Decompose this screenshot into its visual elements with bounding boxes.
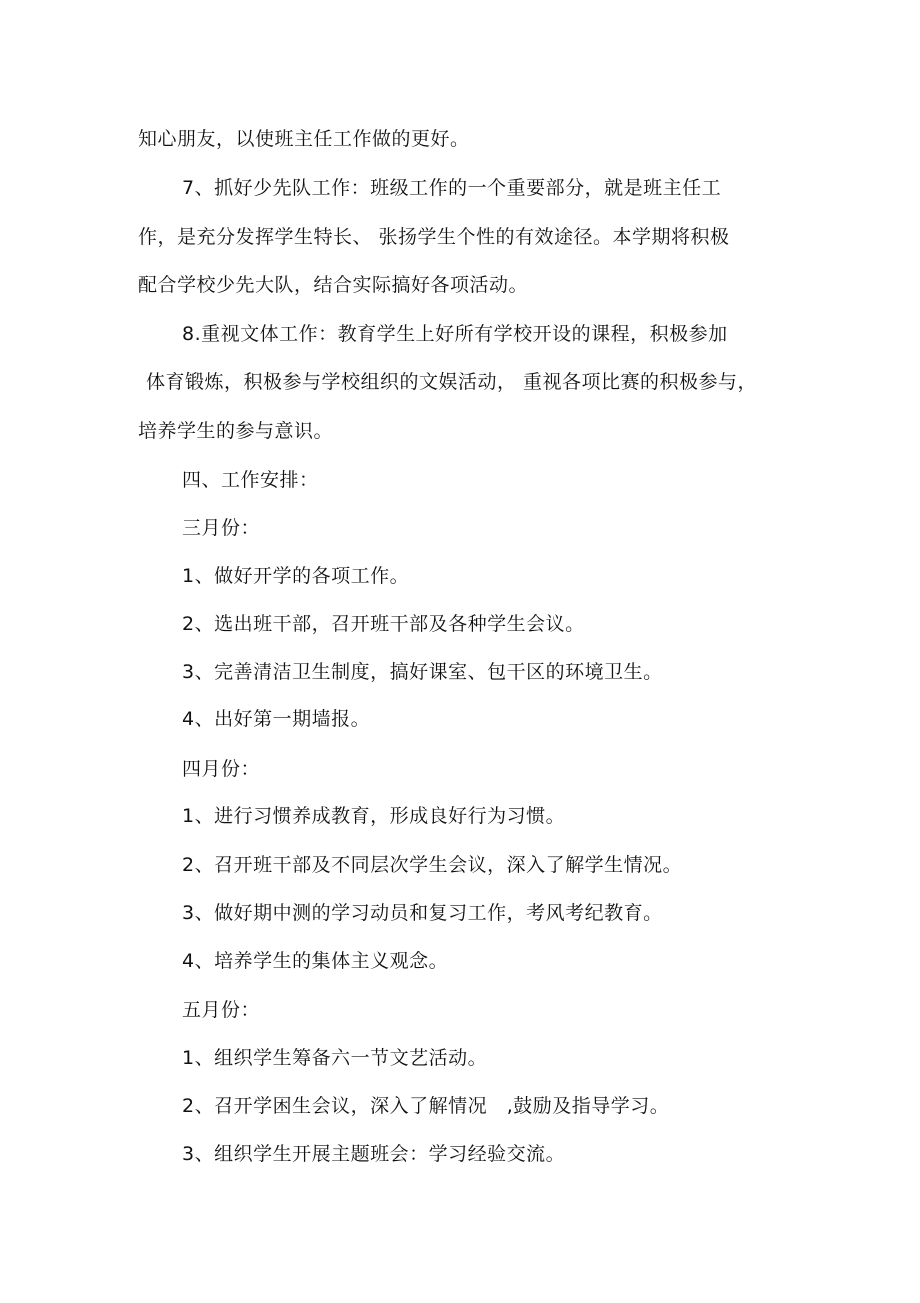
list-item: 1、做好开学的各项工作。 bbox=[182, 565, 410, 587]
list-item: 1、进行习惯养成教育，形成良好行为习惯。 bbox=[182, 805, 566, 827]
list-item: 4、出好第一期墙报。 bbox=[182, 708, 371, 730]
list-item: 2、召开学困生会议，深入了解情况 ,鼓励及指导学习。 bbox=[182, 1095, 670, 1117]
month-heading: 四月份： bbox=[182, 758, 261, 780]
paragraph-line: 作，是充分发挥学生特长、 张扬学生个性的有效途径。本学期将积极 bbox=[138, 226, 730, 248]
paragraph-line: 体育锻炼，积极参与学校组织的文娱活动， 重视各项比赛的积极参与， bbox=[146, 371, 758, 393]
list-item: 4、培养学生的集体主义观念。 bbox=[182, 950, 449, 972]
section-heading: 四、工作安排： bbox=[182, 469, 319, 491]
paragraph-line: 配合学校少先大队，结合实际搞好各项活动。 bbox=[138, 274, 529, 296]
paragraph-line: 培养学生的参与意识。 bbox=[138, 420, 334, 442]
list-item: 2、选出班干部，召开班干部及各种学生会议。 bbox=[182, 613, 585, 635]
paragraph-line: 知心朋友，以使班主任工作做的更好。 bbox=[138, 128, 470, 150]
list-item: 3、做好期中测的学习动员和复习工作，考风考纪教育。 bbox=[182, 902, 663, 924]
month-heading: 三月份： bbox=[182, 517, 261, 539]
list-item: 3、完善清洁卫生制度，搞好课室、包干区的环境卫生。 bbox=[182, 661, 663, 683]
paragraph-line: 8.重视文体工作：教育学生上好所有学校开设的课程，积极参加 bbox=[182, 323, 728, 345]
list-item: 3、组织学生开展主题班会：学习经验交流。 bbox=[182, 1143, 566, 1165]
paragraph-line: 7、抓好少先队工作：班级工作的一个重要部分，就是班主任工 bbox=[182, 177, 722, 199]
month-heading: 五月份： bbox=[182, 999, 261, 1021]
list-item: 1、组织学生筹备六一节文艺活动。 bbox=[182, 1047, 488, 1069]
list-item: 2、召开班干部及不同层次学生会议，深入了解学生情况。 bbox=[182, 854, 683, 876]
